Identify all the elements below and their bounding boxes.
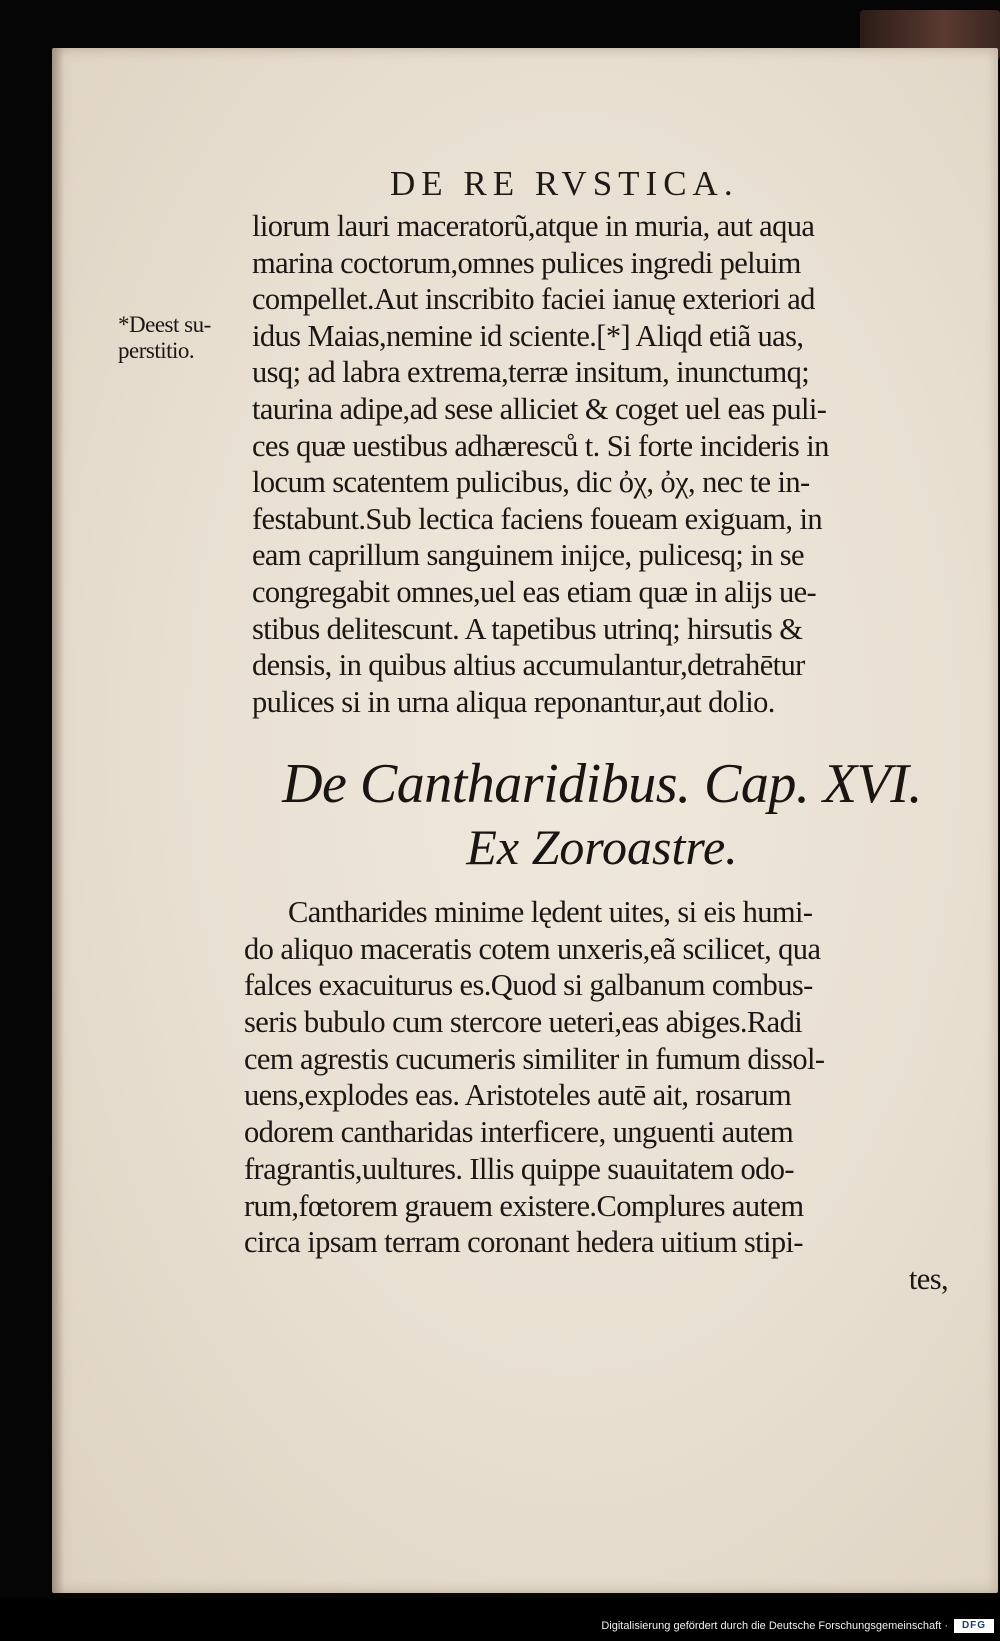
text-line: locum scatentem pulicibus, dic ὀχ, ὀχ, nec te in-	[252, 465, 810, 500]
text-line: fragrantis,uultures. Illis quippe suauitatem odo-	[244, 1151, 794, 1186]
text-line: uens,explodes eas. Aristoteles autē ait, rosarum	[244, 1078, 792, 1113]
digitization-credit: Digitalisierung gefördert durch die Deutsche Forschungsgemeinschaft ·	[601, 1620, 948, 1632]
text-line: seris bubulo cum stercore ueteri,eas abiges.Radi	[244, 1005, 803, 1040]
chapter-source: Ex Zoroastre.	[466, 819, 738, 875]
margin-note-line: perstitio.	[118, 338, 195, 363]
text-line: eam caprillum sanguinem inijce, pulicesq; in se	[252, 538, 804, 573]
chapter-title	[246, 752, 958, 878]
text-line: odorem cantharidas interficere, unguenti autem	[244, 1115, 794, 1150]
margin-note	[118, 312, 248, 364]
chapter-heading: De Cantharidibus. Cap. XVI.	[282, 753, 922, 815]
text-line: taurina adipe,ad sese alliciet & coget uel eas puli-	[252, 391, 827, 426]
text-line: falces exacuiturus es.Quod si galbanum combus-	[244, 968, 813, 1003]
text-line: pulices si in urna aliqua reponantur,aut dolio.	[252, 684, 775, 719]
margin-note-line: *Deest su-	[118, 312, 211, 337]
text-line: congregabit omnes,uel eas etiam quæ in alijs ue-	[252, 574, 817, 609]
paragraph-cantharides	[244, 894, 954, 1298]
text-line: idus Maias,nemine id sciente.[*] Aliqd etiã uas,	[252, 318, 804, 353]
text-line: compellet.Aut inscribito faciei ianuę exteriori ad	[252, 282, 815, 317]
text-line: usq; ad labra extrema,terræ insitum, inunctumq;	[252, 355, 810, 390]
running-head: DE RE RVSTICA.	[390, 164, 739, 203]
dfg-logo-icon: DFG	[954, 1619, 994, 1633]
text-line: circa ipsam terram coronant hedera uitium stipi-	[244, 1225, 803, 1260]
text-line: rum,fœtorem grauem existere.Complures autem	[244, 1188, 804, 1223]
text-line: do aliquo maceratis cotem unxeris,eã scilicet, qua	[244, 931, 821, 966]
text-line: liorum lauri maceratorũ,atque in muria, aut aqua	[252, 209, 815, 243]
text-line: Cantharides minime lędent uites, si eis humi-	[288, 895, 813, 929]
text-line: marina coctorum,omnes pulices ingredi peluim	[252, 245, 801, 280]
text-line: ces quæ uestibus adhæresců t. Si forte incideris in	[252, 428, 829, 463]
text-line: densis, in quibus altius accumulantur,detrahētur	[252, 648, 805, 683]
catchword: tes,	[908, 1261, 948, 1296]
text-line: stibus delitescunt. A tapetibus utrinq; hirsutis &	[252, 611, 803, 646]
text-line: festabunt.Sub lectica faciens foueam exiguam, in	[252, 501, 822, 536]
page-gutter-shadow	[52, 48, 64, 1593]
paragraph-fleas	[252, 208, 952, 720]
text-line: cem agrestis cucumeris similiter in fumum dissol-	[244, 1041, 825, 1076]
